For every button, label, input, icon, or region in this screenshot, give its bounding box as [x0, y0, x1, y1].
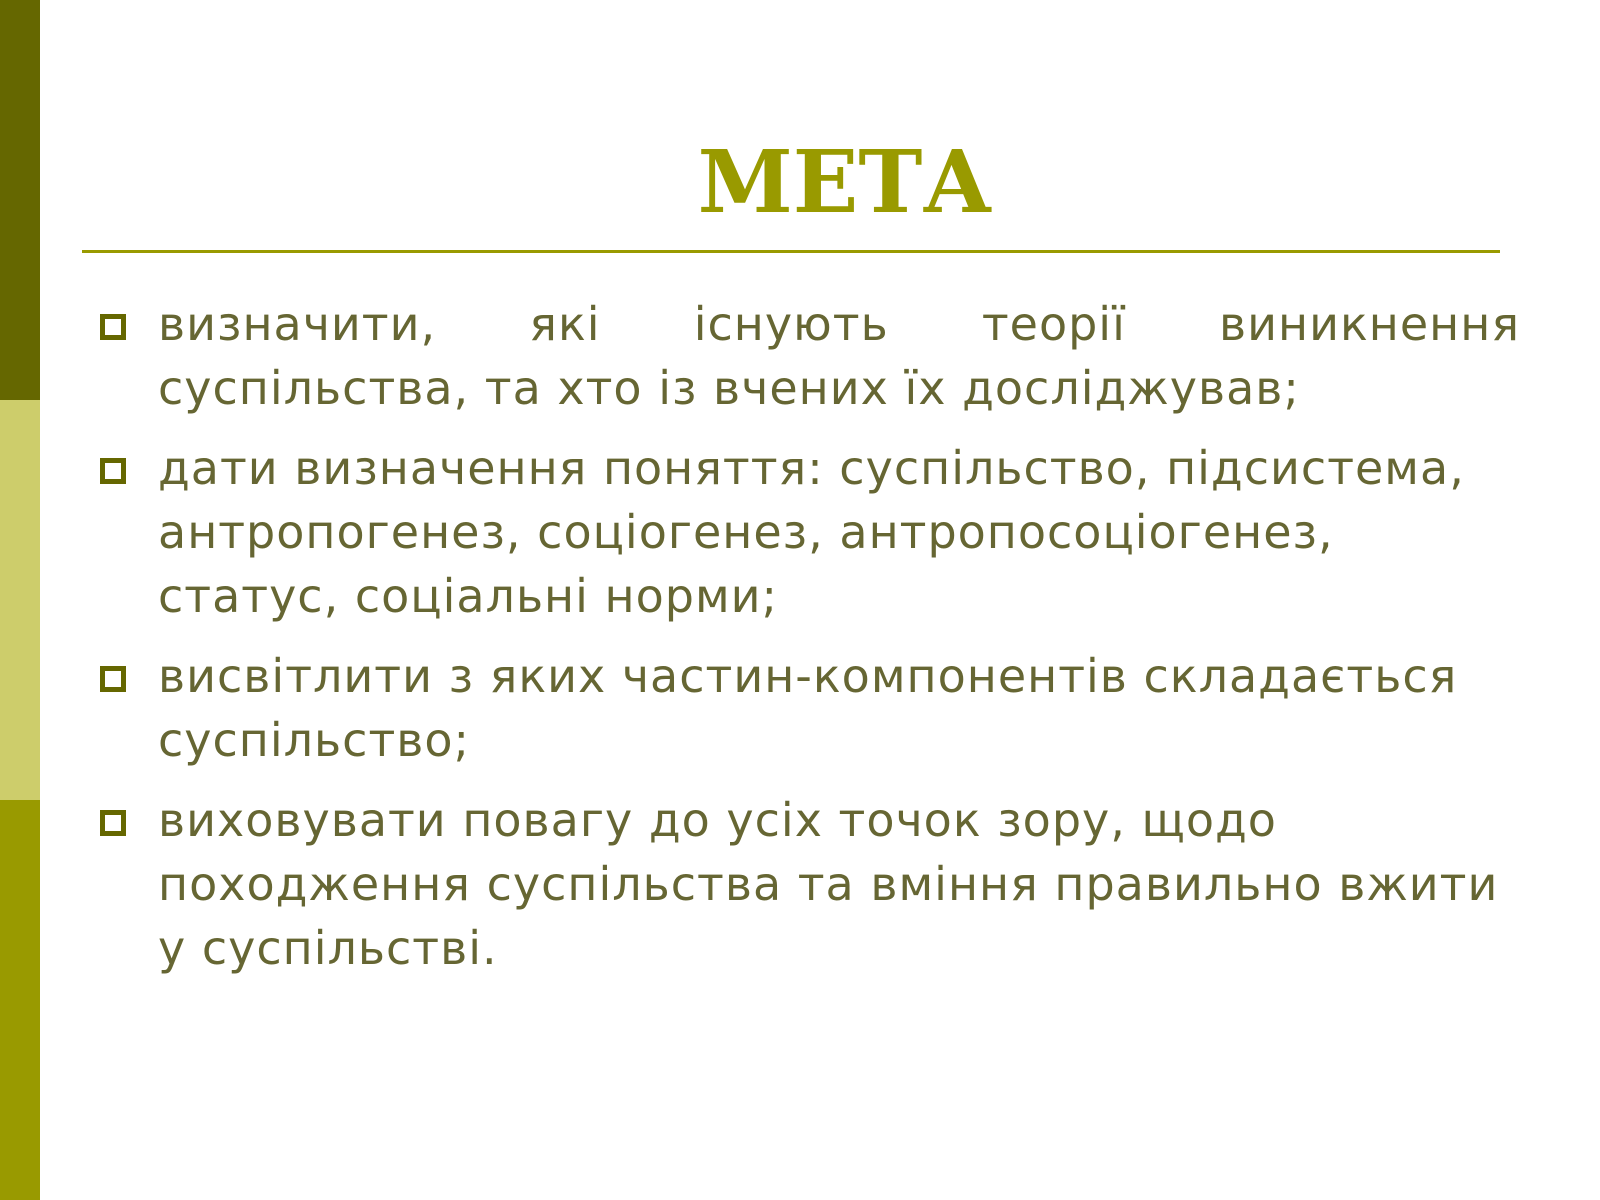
bullet-text: виховувати повагу до усіх точок зору, щодо походження суспільства та вміння правильно вжити у суспільстві. — [158, 793, 1499, 975]
title-divider — [82, 250, 1500, 253]
bullet-text: дати визначення поняття: суспільство, підсистема, антропогенез, соціогенез, антропосоціогенез, статус, соціальні норми; — [158, 441, 1465, 623]
hollow-square-bullet-icon — [100, 458, 126, 484]
hollow-square-bullet-icon — [100, 314, 126, 340]
bullet-item-theories — [100, 292, 1520, 420]
hollow-square-bullet-icon — [100, 666, 126, 692]
bullet-item-components — [100, 644, 1520, 772]
slide-title: МЕТА — [697, 132, 993, 233]
bullet-item-definitions — [100, 436, 1520, 628]
bullet-list — [100, 292, 1520, 996]
bullet-text: висвітлити з яких частин-компонентів складається суспільство; — [158, 649, 1458, 767]
hollow-square-bullet-icon — [100, 810, 126, 836]
side-bar-top — [0, 0, 40, 400]
bullet-text: визначити, які існують теорії виникнення суспільства, та хто із вчених їх досліджував; — [158, 297, 1520, 415]
side-bar-bottom — [0, 800, 40, 1200]
side-bar-middle — [0, 400, 40, 800]
bullet-item-respect — [100, 788, 1520, 980]
